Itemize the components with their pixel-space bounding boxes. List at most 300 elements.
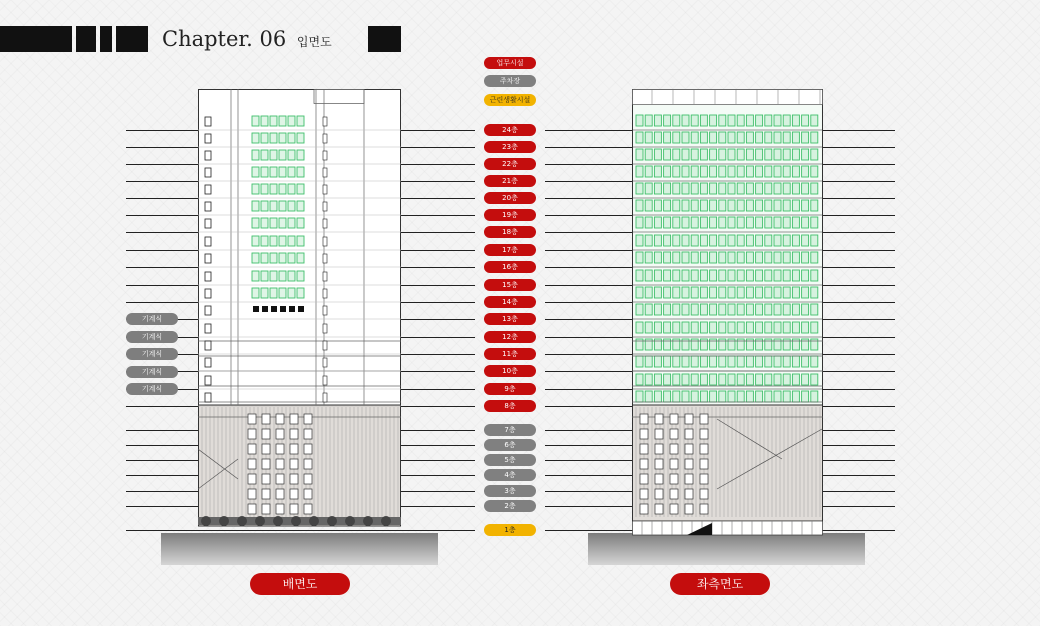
glazing-panel bbox=[279, 271, 286, 281]
glazing-panel bbox=[710, 356, 717, 367]
podium-window bbox=[276, 444, 284, 454]
glazing-panel bbox=[746, 200, 753, 211]
glazing-panel bbox=[645, 200, 652, 211]
glazing-panel bbox=[811, 217, 818, 228]
glazing-panel bbox=[261, 288, 268, 298]
glazing-panel bbox=[710, 115, 717, 126]
glazing-panel bbox=[682, 252, 689, 263]
legend-item: 주차장 bbox=[484, 75, 536, 87]
glazing-panel bbox=[802, 287, 809, 298]
podium-window bbox=[290, 414, 298, 424]
floor-label: 18층 bbox=[484, 226, 536, 238]
glazing-panel bbox=[774, 149, 781, 160]
glazing-panel bbox=[774, 132, 781, 143]
left-elevation-label: 좌측면도 bbox=[670, 573, 770, 595]
glazing-panel bbox=[261, 218, 268, 228]
glazing-panel bbox=[691, 217, 698, 228]
glazing-panel bbox=[636, 183, 643, 194]
glazing-panel bbox=[288, 167, 295, 177]
glazing-panel bbox=[783, 270, 790, 281]
glazing-panel bbox=[654, 217, 661, 228]
tower-window bbox=[205, 306, 211, 315]
tower-window bbox=[323, 134, 327, 143]
glazing-panel bbox=[719, 183, 726, 194]
glazing-panel bbox=[270, 271, 277, 281]
glazing-panel bbox=[774, 252, 781, 263]
podium-window bbox=[290, 474, 298, 484]
glazing-panel bbox=[765, 235, 772, 246]
floor-label: 5층 bbox=[484, 454, 536, 466]
podium-window bbox=[290, 444, 298, 454]
glazing-panel bbox=[802, 166, 809, 177]
mechanical-opening bbox=[271, 306, 277, 312]
glazing-panel bbox=[783, 217, 790, 228]
tree bbox=[219, 516, 229, 526]
glazing-panel bbox=[691, 252, 698, 263]
glazing-panel bbox=[270, 236, 277, 246]
tower-window bbox=[205, 324, 211, 333]
glazing-panel bbox=[792, 200, 799, 211]
glazing-panel bbox=[756, 356, 763, 367]
glazing-panel bbox=[700, 235, 707, 246]
glazing-panel bbox=[802, 115, 809, 126]
glazing-panel bbox=[664, 391, 671, 402]
glazing-panel bbox=[802, 356, 809, 367]
glazing-panel bbox=[746, 287, 753, 298]
glazing-panel bbox=[737, 287, 744, 298]
glazing-panel bbox=[270, 150, 277, 160]
podium-window bbox=[262, 444, 270, 454]
glazing-panel bbox=[719, 304, 726, 315]
glazing-panel bbox=[719, 217, 726, 228]
podium-window bbox=[640, 414, 648, 424]
mechanical-opening bbox=[253, 306, 259, 312]
glazing-panel bbox=[756, 270, 763, 281]
glazing-panel bbox=[783, 115, 790, 126]
podium-window bbox=[290, 459, 298, 469]
glazing-panel bbox=[728, 374, 735, 385]
glazing-panel bbox=[765, 252, 772, 263]
glazing-panel bbox=[802, 252, 809, 263]
mechanical-parking-label: 기계식 bbox=[126, 331, 178, 343]
glazing-panel bbox=[252, 133, 259, 143]
glazing-panel bbox=[682, 166, 689, 177]
glazing-panel bbox=[691, 304, 698, 315]
redacted-logo-block-3 bbox=[100, 26, 112, 52]
podium-window bbox=[248, 474, 256, 484]
glazing-panel bbox=[270, 116, 277, 126]
tower-window bbox=[323, 376, 327, 385]
glazing-panel bbox=[719, 166, 726, 177]
glazing-panel bbox=[765, 115, 772, 126]
glazing-panel bbox=[737, 149, 744, 160]
roof-crown bbox=[633, 90, 823, 105]
glazing-panel bbox=[297, 116, 304, 126]
glazing-panel bbox=[783, 374, 790, 385]
glazing-panel bbox=[654, 391, 661, 402]
podium-window bbox=[304, 489, 312, 499]
glazing-panel bbox=[682, 270, 689, 281]
podium-window bbox=[248, 459, 256, 469]
glazing-panel bbox=[737, 356, 744, 367]
podium-window bbox=[700, 429, 708, 439]
glazing-panel bbox=[811, 252, 818, 263]
glazing-panel bbox=[774, 235, 781, 246]
podium-window bbox=[655, 414, 663, 424]
glazing-panel bbox=[673, 356, 680, 367]
podium-window bbox=[670, 414, 678, 424]
podium-window bbox=[304, 474, 312, 484]
rear-elevation-drawing bbox=[198, 89, 401, 536]
glazing-panel bbox=[792, 235, 799, 246]
glazing-panel bbox=[746, 166, 753, 177]
glazing-panel bbox=[288, 184, 295, 194]
glazing-panel bbox=[261, 253, 268, 263]
mechanical-opening bbox=[289, 306, 295, 312]
glazing-panel bbox=[783, 235, 790, 246]
glazing-panel bbox=[710, 200, 717, 211]
glazing-panel bbox=[774, 322, 781, 333]
mechanical-opening bbox=[298, 306, 304, 312]
glazing-panel bbox=[746, 235, 753, 246]
glazing-panel bbox=[654, 132, 661, 143]
podium-window bbox=[670, 444, 678, 454]
glazing-panel bbox=[710, 235, 717, 246]
glazing-panel bbox=[719, 149, 726, 160]
glazing-panel bbox=[719, 132, 726, 143]
glazing-panel bbox=[756, 287, 763, 298]
glazing-panel bbox=[636, 287, 643, 298]
glazing-panel bbox=[802, 149, 809, 160]
glazing-panel bbox=[654, 252, 661, 263]
chapter-title bbox=[162, 27, 332, 51]
glazing-panel bbox=[728, 356, 735, 367]
glazing-panel bbox=[746, 217, 753, 228]
glazing-panel bbox=[746, 252, 753, 263]
glazing-panel bbox=[673, 374, 680, 385]
glazing-panel bbox=[792, 183, 799, 194]
glazing-panel bbox=[664, 322, 671, 333]
glazing-panel bbox=[710, 374, 717, 385]
glazing-panel bbox=[261, 271, 268, 281]
legend-item: 업무시설 bbox=[484, 57, 536, 69]
glazing-panel bbox=[654, 166, 661, 177]
podium-window bbox=[670, 429, 678, 439]
glazing-panel bbox=[811, 149, 818, 160]
glazing-panel bbox=[737, 166, 744, 177]
glazing-panel bbox=[756, 322, 763, 333]
tower-window bbox=[323, 393, 327, 402]
podium-window bbox=[276, 459, 284, 469]
podium-window bbox=[262, 504, 270, 514]
glazing-panel bbox=[279, 288, 286, 298]
mechanical-opening bbox=[280, 306, 286, 312]
glazing-panel bbox=[636, 115, 643, 126]
tower-window bbox=[323, 202, 327, 211]
glazing-panel bbox=[297, 184, 304, 194]
glazing-panel bbox=[746, 356, 753, 367]
glazing-panel bbox=[719, 252, 726, 263]
glazing-panel bbox=[710, 217, 717, 228]
glazing-panel bbox=[802, 270, 809, 281]
glazing-panel bbox=[719, 287, 726, 298]
mechanical-opening bbox=[262, 306, 268, 312]
podium-window bbox=[262, 474, 270, 484]
glazing-panel bbox=[252, 184, 259, 194]
glazing-panel bbox=[654, 374, 661, 385]
glazing-panel bbox=[802, 200, 809, 211]
glazing-panel bbox=[710, 132, 717, 143]
glazing-panel bbox=[664, 217, 671, 228]
glazing-panel bbox=[765, 374, 772, 385]
glazing-panel bbox=[728, 252, 735, 263]
glazing-panel bbox=[270, 133, 277, 143]
podium-window bbox=[290, 489, 298, 499]
glazing-panel bbox=[802, 217, 809, 228]
podium-window bbox=[640, 444, 648, 454]
glazing-panel bbox=[746, 132, 753, 143]
glazing-panel bbox=[811, 115, 818, 126]
podium-window bbox=[276, 474, 284, 484]
tower-window bbox=[323, 219, 327, 228]
glazing-panel bbox=[765, 356, 772, 367]
glazing-panel bbox=[783, 304, 790, 315]
tree bbox=[327, 516, 337, 526]
glazing-panel bbox=[636, 391, 643, 402]
glazing-panel bbox=[664, 270, 671, 281]
tower-window bbox=[323, 341, 327, 350]
podium-window bbox=[248, 489, 256, 499]
glazing-panel bbox=[664, 200, 671, 211]
tower-window bbox=[323, 237, 327, 246]
podium-window bbox=[685, 474, 693, 484]
mechanical-parking-label: 기계식 bbox=[126, 313, 178, 325]
glazing-panel bbox=[288, 271, 295, 281]
glazing-panel bbox=[636, 270, 643, 281]
glazing-panel bbox=[673, 132, 680, 143]
glazing-panel bbox=[645, 304, 652, 315]
glazing-panel bbox=[811, 166, 818, 177]
podium-window bbox=[685, 459, 693, 469]
podium-window bbox=[685, 429, 693, 439]
floor-label: 2층 bbox=[484, 500, 536, 512]
glazing-panel bbox=[664, 252, 671, 263]
podium-window bbox=[640, 504, 648, 514]
glazing-panel bbox=[746, 322, 753, 333]
floor-label: 17층 bbox=[484, 244, 536, 256]
podium-window bbox=[685, 414, 693, 424]
glazing-panel bbox=[636, 132, 643, 143]
glazing-panel bbox=[783, 149, 790, 160]
glazing-panel bbox=[765, 322, 772, 333]
glazing-panel bbox=[654, 356, 661, 367]
glazing-panel bbox=[774, 391, 781, 402]
glazing-panel bbox=[746, 270, 753, 281]
glazing-panel bbox=[664, 132, 671, 143]
glazing-panel bbox=[765, 183, 772, 194]
glazing-panel bbox=[792, 149, 799, 160]
mechanical-parking-label: 기계식 bbox=[126, 366, 178, 378]
left-elevation-ground bbox=[588, 533, 865, 565]
glazing-panel bbox=[737, 115, 744, 126]
glazing-panel bbox=[682, 374, 689, 385]
chapter-number: Chapter. 06 bbox=[162, 27, 287, 51]
glazing-panel bbox=[756, 115, 763, 126]
glazing-panel bbox=[728, 304, 735, 315]
podium-window bbox=[262, 414, 270, 424]
glazing-panel bbox=[645, 183, 652, 194]
glazing-panel bbox=[288, 236, 295, 246]
glazing-panel bbox=[691, 200, 698, 211]
podium-window bbox=[685, 489, 693, 499]
podium-window bbox=[276, 429, 284, 439]
glazing-panel bbox=[774, 270, 781, 281]
ground-floor bbox=[633, 521, 823, 535]
glazing-panel bbox=[673, 200, 680, 211]
floor-label: 24층 bbox=[484, 124, 536, 136]
glazing-panel bbox=[728, 132, 735, 143]
podium-window bbox=[700, 444, 708, 454]
glazing-panel bbox=[636, 252, 643, 263]
tower-window bbox=[323, 289, 327, 298]
glazing-panel bbox=[774, 166, 781, 177]
glazing-panel bbox=[261, 184, 268, 194]
glazing-panel bbox=[252, 167, 259, 177]
podium-window bbox=[670, 489, 678, 499]
glazing-panel bbox=[261, 236, 268, 246]
glazing-panel bbox=[792, 287, 799, 298]
tree bbox=[381, 516, 391, 526]
glazing-panel bbox=[765, 287, 772, 298]
floor-label: 11층 bbox=[484, 348, 536, 360]
glazing-panel bbox=[664, 287, 671, 298]
glazing-panel bbox=[270, 218, 277, 228]
glazing-panel bbox=[664, 356, 671, 367]
glazing-panel bbox=[279, 150, 286, 160]
glazing-panel bbox=[636, 304, 643, 315]
glazing-panel bbox=[252, 271, 259, 281]
glazing-panel bbox=[700, 391, 707, 402]
glazing-panel bbox=[279, 236, 286, 246]
glazing-panel bbox=[765, 200, 772, 211]
glazing-panel bbox=[691, 132, 698, 143]
floor-label: 16층 bbox=[484, 261, 536, 273]
podium-window bbox=[655, 444, 663, 454]
glazing-panel bbox=[728, 166, 735, 177]
glazing-panel bbox=[664, 166, 671, 177]
glazing-panel bbox=[756, 183, 763, 194]
glazing-panel bbox=[297, 150, 304, 160]
glazing-panel bbox=[645, 391, 652, 402]
glazing-panel bbox=[774, 200, 781, 211]
tree bbox=[291, 516, 301, 526]
glazing-panel bbox=[737, 270, 744, 281]
podium-window bbox=[655, 474, 663, 484]
glazing-panel bbox=[811, 356, 818, 367]
glazing-panel bbox=[700, 200, 707, 211]
podium-window bbox=[276, 414, 284, 424]
tower-window bbox=[323, 324, 327, 333]
glazing-panel bbox=[664, 374, 671, 385]
floor-label: 14층 bbox=[484, 296, 536, 308]
glazing-panel bbox=[645, 115, 652, 126]
tower-window bbox=[205, 237, 211, 246]
glazing-panel bbox=[765, 217, 772, 228]
glazing-panel bbox=[811, 235, 818, 246]
podium-window bbox=[670, 459, 678, 469]
glazing-panel bbox=[737, 235, 744, 246]
glazing-panel bbox=[664, 115, 671, 126]
podium-window bbox=[655, 429, 663, 439]
tower-window bbox=[323, 168, 327, 177]
glazing-panel bbox=[691, 287, 698, 298]
podium-window bbox=[640, 459, 648, 469]
glazing-panel bbox=[691, 115, 698, 126]
glazing-panel bbox=[645, 322, 652, 333]
podium-window bbox=[700, 504, 708, 514]
glazing-panel bbox=[765, 166, 772, 177]
tower-window bbox=[323, 117, 327, 126]
glazing-panel bbox=[270, 184, 277, 194]
floor-label: 6층 bbox=[484, 439, 536, 451]
glazing-panel bbox=[691, 270, 698, 281]
glazing-panel bbox=[700, 374, 707, 385]
glazing-panel bbox=[802, 304, 809, 315]
glazing-panel bbox=[756, 235, 763, 246]
glazing-panel bbox=[710, 166, 717, 177]
glazing-panel bbox=[673, 149, 680, 160]
glazing-panel bbox=[252, 201, 259, 211]
glazing-panel bbox=[746, 374, 753, 385]
glazing-panel bbox=[261, 133, 268, 143]
glazing-panel bbox=[811, 287, 818, 298]
glazing-panel bbox=[673, 166, 680, 177]
tree bbox=[345, 516, 355, 526]
podium-window bbox=[276, 489, 284, 499]
glazing-panel bbox=[756, 132, 763, 143]
glazing-panel bbox=[645, 149, 652, 160]
floor-label: 21층 bbox=[484, 175, 536, 187]
glazing-panel bbox=[636, 200, 643, 211]
podium-window bbox=[290, 504, 298, 514]
glazing-panel bbox=[261, 201, 268, 211]
glazing-panel bbox=[691, 356, 698, 367]
glazing-panel bbox=[252, 116, 259, 126]
glazing-panel bbox=[645, 217, 652, 228]
glazing-panel bbox=[765, 149, 772, 160]
glazing-panel bbox=[802, 391, 809, 402]
podium-window bbox=[262, 459, 270, 469]
floor-label: 15층 bbox=[484, 279, 536, 291]
glazing-panel bbox=[746, 149, 753, 160]
tower-window bbox=[205, 117, 211, 126]
tower-window bbox=[205, 202, 211, 211]
glazing-panel bbox=[700, 252, 707, 263]
glazing-panel bbox=[765, 391, 772, 402]
glazing-panel bbox=[682, 287, 689, 298]
glazing-panel bbox=[792, 252, 799, 263]
glazing-panel bbox=[811, 374, 818, 385]
glazing-panel bbox=[682, 235, 689, 246]
glazing-panel bbox=[673, 287, 680, 298]
rear-elevation-ground bbox=[161, 533, 438, 565]
glazing-panel bbox=[746, 183, 753, 194]
tower-window bbox=[205, 393, 211, 402]
glazing-panel bbox=[279, 133, 286, 143]
glazing-panel bbox=[792, 166, 799, 177]
glazing-panel bbox=[636, 149, 643, 160]
glazing-panel bbox=[737, 374, 744, 385]
